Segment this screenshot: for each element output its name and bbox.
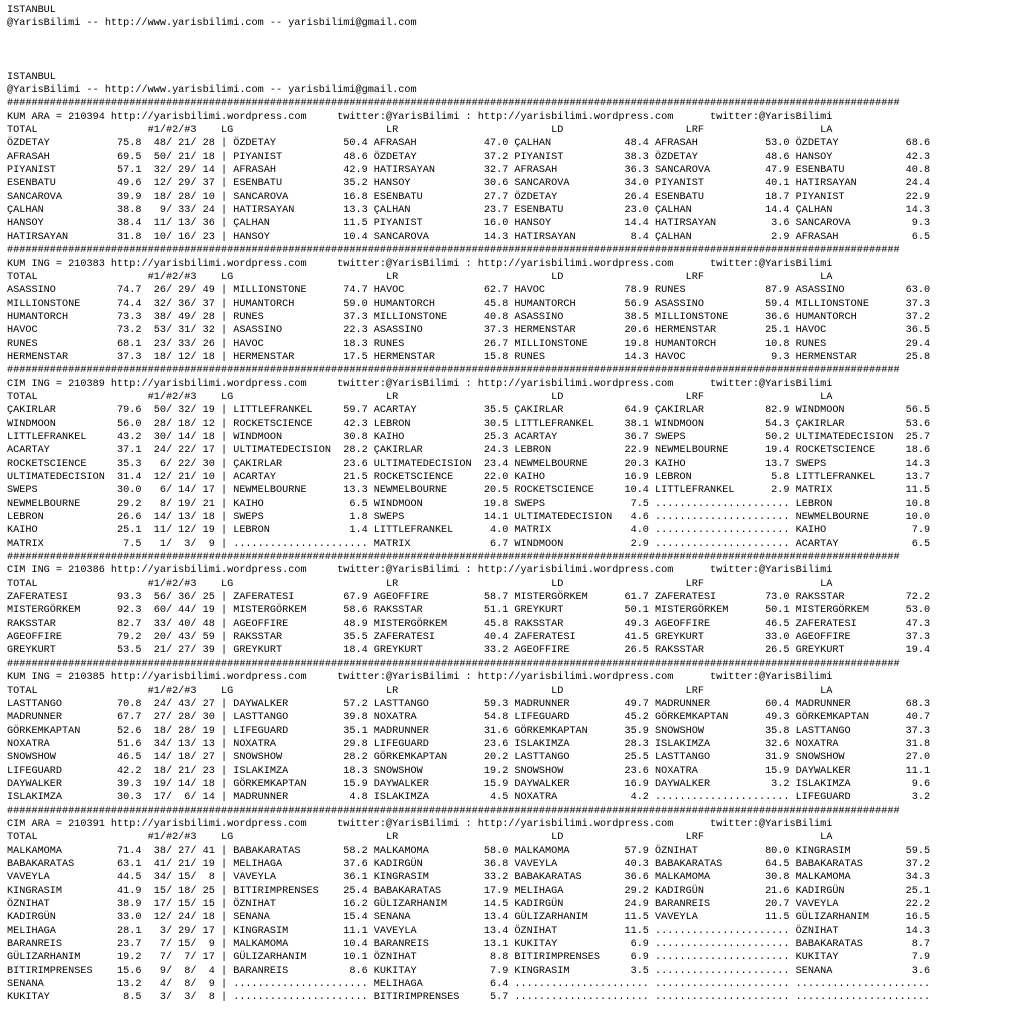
separator-line: ################################################################################################################################################## [7,552,900,564]
table-row: LASTTANGO 70.8 24/ 43/ 27 | DAYWALKER 57.2 LASTTANGO 59.3 MADRUNNER 49.7 MADRUNNER 60.4 MADRUNNER 68.3 [7,698,931,710]
header-city: ISTANBUL [7,71,56,83]
table-row: WINDMOON 56.0 28/ 18/ 12 | ROCKETSCIENCE 42.3 LEBRON 30.5 LITTLEFRANKEL 38.1 WINDMOON 54.3 ÇAKIRLAR 53.6 [7,418,931,430]
table-row: MATRIX 7.5 1/ 3/ 9 | ...................... MATRIX 6.7 WINDMOON 2.9 ...................... ACARTAY 6.5 [7,538,931,550]
race-tables [7,97,1022,1004]
table-row: DAYWALKER 39.3 19/ 14/ 18 | GÖRKEMKAPTAN 15.9 DAYWALKER 15.9 DAYWALKER 16.9 DAYWALKER 3.2 ISLAKIMZA 9.6 [7,778,931,790]
table-row: PIYANIST 57.1 32/ 29/ 14 | AFRASAH 42.9 HATIRSAYAN 32.7 AFRASAH 36.3 SANCAROVA 47.9 ESENBATU 40.8 [7,165,931,177]
table-row: AFRASAH 69.5 50/ 21/ 18 | PIYANIST 48.6 ÖZDETAY 37.2 PIYANIST 38.3 ÖZDETAY 48.6 HANSOY 42.3 [7,151,931,163]
table-row: GREYKURT 53.5 21/ 27/ 39 | GREYKURT 18.4 GREYKURT 33.2 AGEOFFIRE 26.5 RAKSSTAR 26.5 GREYKURT 19.4 [7,645,931,657]
table-row: MILLIONSTONE 74.4 32/ 36/ 37 | HUMANTORCH 59.0 HUMANTORCH 45.8 HUMANTORCH 56.9 ASASSINO 59.4 MILLIONSTONE 37.3 [7,298,931,310]
table-row: LITTLEFRANKEL 43.2 30/ 14/ 18 | WINDMOON 30.8 KAIHO 25.3 ACARTAY 36.7 SWEPS 50.2 ULTIMATEDECISION 25.7 [7,431,931,443]
table-row: ISLAKIMZA 30.3 17/ 6/ 14 | MADRUNNER 4.8 ISLAKIMZA 4.5 NOXATRA 4.2 ...................... LIFEGUARD 3.2 [7,792,931,804]
separator-line: ################################################################################################################################################## [7,365,900,377]
table-row: ASASSINO 74.7 26/ 29/ 49 | MILLIONSTONE 74.7 HAVOC 62.7 HAVOC 78.9 RUNES 87.9 ASASSINO 63.0 [7,285,931,297]
table-row: HUMANTORCH 73.3 38/ 49/ 28 | RUNES 37.3 MILLIONSTONE 40.8 ASASSINO 38.5 MILLIONSTONE 36.6 HUMANTORCH 37.2 [7,311,931,323]
table-row: ZAFERATESI 93.3 56/ 36/ 25 | ZAFERATESI 67.9 AGEOFFIRE 58.7 MISTERGÖRKEM 61.7 ZAFERATESI 73.0 RAKSSTAR 72.2 [7,592,931,604]
race-title: CIM ARA = 210391 http://yarisbilimi.wordpress.com twitter:@YarisBilimi : http://yarisbilimi.wordpress.com twitter:@YarisBilimi [7,818,833,830]
table-row: ÖZDETAY 75.8 48/ 21/ 28 | ÖZDETAY 50.4 AFRASAH 47.0 ÇALHAN 48.4 AFRASAH 53.0 ÖZDETAY 68.6 [7,138,931,150]
column-headers: TOTAL #1/#2/#3 LG LR LD LRF LA [7,125,833,137]
header-contact: @YarisBilimi -- http://www.yarisbilimi.com -- yarisbilimi@gmail.com [7,85,417,97]
race-title: KUM ARA = 210394 http://yarisbilimi.wordpress.com twitter:@YarisBilimi : http://yarisbilimi.wordpress.com twitter:@YarisBilimi [7,111,833,123]
table-row: MALKAMOMA 71.4 38/ 27/ 41 | BABAKARATAS 58.2 MALKAMOMA 58.0 MALKAMOMA 57.9 ÖZNIHAT 80.0 KINGRASIM 59.5 [7,845,931,857]
table-row: VAVEYLA 44.5 34/ 15/ 8 | VAVEYLA 36.1 KINGRASIM 33.2 BABAKARATAS 36.6 MALKAMOMA 30.8 MALKAMOMA 34.3 [7,872,931,884]
table-row: HERMENSTAR 37.3 18/ 12/ 18 | HERMENSTAR 17.5 HERMENSTAR 15.8 RUNES 14.3 HAVOC 9.3 HERMENSTAR 25.8 [7,351,931,363]
table-row: SNOWSHOW 46.5 14/ 18/ 27 | SNOWSHOW 28.2 GÖRKEMKAPTAN 20.2 LASTTANGO 25.5 LASTTANGO 31.9 SNOWSHOW 27.0 [7,752,931,764]
table-row: SENANA 13.2 4/ 8/ 9 | ...................... MELIHAGA 6.4 ...................... ...................... ...................... [7,979,931,991]
table-row: NEWMELBOURNE 29.2 8/ 19/ 21 | KAIHO 6.5 WINDMOON 19.8 SWEPS 7.5 ...................... LEBRON 10.8 [7,498,931,510]
column-headers: TOTAL #1/#2/#3 LG LR LD LRF LA [7,832,833,844]
separator-line: ################################################################################################################################################## [7,805,900,817]
table-row: KUKITAY 8.5 3/ 3/ 8 | ...................... BITIRIMPRENSES 5.7 ...................... ...................... ...................... [7,992,931,1004]
table-row: NOXATRA 51.6 34/ 13/ 13 | NOXATRA 29.8 LIFEGUARD 23.6 ISLAKIMZA 28.3 ISLAKIMZA 32.6 NOXATRA 31.8 [7,738,931,750]
table-row: ESENBATU 49.6 12/ 29/ 37 | ESENBATU 35.2 HANSOY 30.6 SANCAROVA 34.0 PIYANIST 40.1 HATIRSAYAN 24.4 [7,178,931,190]
header-contact: @YarisBilimi -- http://www.yarisbilimi.com -- yarisbilimi@gmail.com [7,18,417,30]
table-row: KAIHO 25.1 11/ 12/ 19 | LEBRON 1.4 LITTLEFRANKEL 4.0 MATRIX 4.0 ...................... KAIHO 7.9 [7,525,931,537]
table-row: MISTERGÖRKEM 92.3 60/ 44/ 19 | MISTERGÖRKEM 58.6 RAKSSTAR 51.1 GREYKURT 50.1 MISTERGÖRKEM 50.1 MISTERGÖRKEM 53.0 [7,605,931,617]
race-title: CIM ING = 210389 http://yarisbilimi.wordpress.com twitter:@YarisBilimi : http://yarisbilimi.wordpress.com twitter:@YarisBilimi [7,378,833,390]
table-row: HATIRSAYAN 31.8 10/ 16/ 23 | HANSOY 10.4 SANCAROVA 14.3 HATIRSAYAN 8.4 ÇALHAN 2.9 AFRASAH 6.5 [7,231,931,243]
table-row: BARANREIS 23.7 7/ 15/ 9 | MALKAMOMA 10.4 BARANREIS 13.1 KUKITAY 6.9 ...................... BABAKARATAS 8.7 [7,939,931,951]
table-row: SWEPS 30.0 6/ 14/ 17 | NEWMELBOURNE 13.3 NEWMELBOURNE 20.5 ROCKETSCIENCE 10.4 LITTLEFRANKEL 2.9 MATRIX 11.5 [7,485,931,497]
race-title: KUM ING = 210385 http://yarisbilimi.wordpress.com twitter:@YarisBilimi : http://yarisbilimi.wordpress.com twitter:@YarisBilimi [7,672,833,684]
spacer [7,31,1022,71]
table-row: MELIHAGA 28.1 3/ 29/ 17 | KINGRASIM 11.1 VAVEYLA 13.4 ÖZNIHAT 11.5 ...................... ÖZNIHAT 14.3 [7,925,931,937]
separator-line: ################################################################################################################################################## [7,658,900,670]
table-row: MADRUNNER 67.7 27/ 28/ 30 | LASTTANGO 39.8 NOXATRA 54.8 LIFEGUARD 45.2 GÖRKEMKAPTAN 49.3 GÖRKEMKAPTAN 40.7 [7,712,931,724]
column-headers: TOTAL #1/#2/#3 LG LR LD LRF LA [7,578,833,590]
table-row: ULTIMATEDECISION 31.4 12/ 21/ 10 | ACARTAY 21.5 ROCKETSCIENCE 22.0 KAIHO 16.9 LEBRON 5.8 LITTLEFRANKEL 13.7 [7,472,931,483]
column-headers: TOTAL #1/#2/#3 LG LR LD LRF LA [7,685,833,697]
header-block-2 [7,71,1022,98]
table-row: LIFEGUARD 42.2 18/ 21/ 23 | ISLAKIMZA 18.3 SNOWSHOW 19.2 SNOWSHOW 23.6 NOXATRA 15.9 DAYWALKER 11.1 [7,765,931,777]
separator-line: ################################################################################################################################################## [7,245,900,257]
table-row: GÜLIZARHANIM 19.2 7/ 7/ 17 | GÜLIZARHANIM 10.1 ÖZNIHAT 8.8 BITIRIMPRENSES 6.9 ...................... KUKITAY 7.9 [7,952,931,964]
race-title: CIM ING = 210386 http://yarisbilimi.wordpress.com twitter:@YarisBilimi : http://yarisbilimi.wordpress.com twitter:@YarisBilimi [7,565,833,577]
table-row: ÇAKIRLAR 79.6 50/ 32/ 19 | LITTLEFRANKEL 59.7 ACARTAY 35.5 ÇAKIRLAR 64.9 ÇAKIRLAR 82.9 WINDMOON 56.5 [7,405,931,417]
table-row: BITIRIMPRENSES 15.6 9/ 8/ 4 | BARANREIS 8.6 KUKITAY 7.9 KINGRASIM 3.5 ...................... SENANA 3.6 [7,965,931,977]
column-headers: TOTAL #1/#2/#3 LG LR LD LRF LA [7,391,833,403]
table-row: LEBRON 26.6 14/ 13/ 18 | SWEPS 1.8 SWEPS 14.1 ULTIMATEDECISION 4.6 ...................... NEWMELBOURNE 10.0 [7,512,931,524]
table-row: ROCKETSCIENCE 35.3 6/ 22/ 30 | ÇAKIRLAR 23.6 ULTIMATEDECISION 23.4 NEWMELBOURNE 20.3 KAIHO 13.7 SWEPS 14.3 [7,458,931,470]
header-city: ISTANBUL [7,5,56,16]
table-row: KINGRASIM 41.9 15/ 18/ 25 | BITIRIMPRENSES 25.4 BABAKARATAS 17.9 MELIHAGA 29.2 KADIRGÜN 21.6 KADIRGÜN 25.1 [7,885,931,897]
column-headers: TOTAL #1/#2/#3 LG LR LD LRF LA [7,271,833,283]
table-row: HANSOY 38.4 11/ 13/ 36 | ÇALHAN 11.5 PIYANIST 16.0 HANSOY 14.4 HATIRSAYAN 3.6 SANCAROVA 9.3 [7,218,931,230]
table-row: SANCAROVA 39.9 18/ 28/ 10 | SANCAROVA 16.8 ESENBATU 27.7 ÖZDETAY 26.4 ESENBATU 18.7 PIYANIST 22.9 [7,191,931,203]
table-row: ÖZNIHAT 38.9 17/ 15/ 15 | ÖZNIHAT 16.2 GÜLIZARHANIM 14.5 KADIRGÜN 24.9 BARANREIS 20.7 VAVEYLA 22.2 [7,899,931,910]
separator-line: ################################################################################################################################################## [7,98,900,110]
header-block-1 [7,4,1022,31]
race-title: KUM ING = 210383 http://yarisbilimi.wordpress.com twitter:@YarisBilimi : http://yarisbilimi.wordpress.com twitter:@YarisBilimi [7,258,833,270]
table-row: KADIRGÜN 33.0 12/ 24/ 18 | SENANA 15.4 SENANA 13.4 GÜLIZARHANIM 11.5 VAVEYLA 11.5 GÜLIZARHANIM 16.5 [7,912,931,924]
table-row: RUNES 68.1 23/ 33/ 26 | HAVOC 18.3 RUNES 26.7 MILLIONSTONE 19.8 HUMANTORCH 10.8 RUNES 29.4 [7,338,931,350]
table-row: ACARTAY 37.1 24/ 22/ 17 | ULTIMATEDECISION 28.2 ÇAKIRLAR 24.3 LEBRON 22.9 NEWMELBOURNE 19.4 ROCKETSCIENCE 18.6 [7,445,931,457]
table-row: BABAKARATAS 63.1 41/ 21/ 19 | MELIHAGA 37.6 KADIRGÜN 36.8 VAVEYLA 40.3 BABAKARATAS 64.5 BABAKARATAS 37.2 [7,858,931,870]
table-row: RAKSSTAR 82.7 33/ 40/ 48 | AGEOFFIRE 48.9 MISTERGÖRKEM 45.8 RAKSSTAR 49.3 AGEOFFIRE 46.5 ZAFERATESI 47.3 [7,618,931,630]
table-row: GÖRKEMKAPTAN 52.6 18/ 28/ 19 | LIFEGUARD 35.1 MADRUNNER 31.6 GÖRKEMKAPTAN 35.9 SNOWSHOW 35.8 LASTTANGO 37.3 [7,725,931,737]
table-row: AGEOFFIRE 79.2 20/ 43/ 59 | RAKSSTAR 35.5 ZAFERATESI 40.4 ZAFERATESI 41.5 GREYKURT 33.0 AGEOFFIRE 37.3 [7,632,931,644]
table-row: HAVOC 73.2 53/ 31/ 32 | ASASSINO 22.3 ASASSINO 37.3 HERMENSTAR 20.6 HERMENSTAR 25.1 HAVOC 36.5 [7,325,931,337]
table-row: ÇALHAN 38.8 9/ 33/ 24 | HATIRSAYAN 13.3 ÇALHAN 23.7 ESENBATU 23.0 ÇALHAN 14.4 ÇALHAN 14.3 [7,205,931,217]
